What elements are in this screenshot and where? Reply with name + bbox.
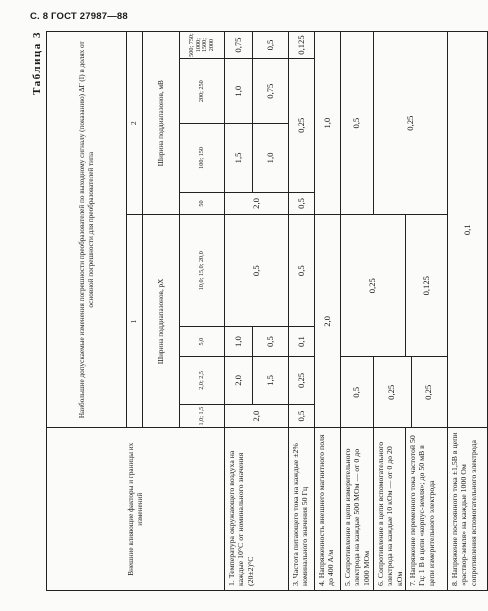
subheader-type-1-col-3: 5,0 <box>180 327 225 357</box>
value-cell: 2,0 <box>225 192 289 215</box>
value-cell: 0,5 <box>289 215 315 327</box>
factor-3-frequency: 3. Частота питающего тока на каждые ±2% номинального значения 50 Гц <box>289 428 315 591</box>
header-type-1: 1 <box>127 215 143 428</box>
value-cell: 0,25 <box>341 215 406 357</box>
value-cell: 1,5 <box>225 124 253 192</box>
subheader-type-2-col-2: 100; 150 <box>180 124 225 192</box>
table-title: Таблица 3 <box>31 31 43 95</box>
value-cell: 0,5 <box>289 192 315 215</box>
value-cell: 0,75 <box>225 32 253 59</box>
subheader-type-2-col-4: 500; 750; 1000; 1500; 2000 <box>180 32 225 59</box>
value-cell: 0,5 <box>341 32 374 215</box>
subheader-type-1-col-1: 1,0; 1,5 <box>180 404 225 428</box>
subheader-type-1-col-2: 2,0; 2,5 <box>180 357 225 405</box>
page-header: С. 8 ГОСТ 27987—88 <box>30 11 128 22</box>
factor-1-temperature: 1. Температура окружающего воздуха на каждые 10°С от номинального значения (20±2)°С <box>225 428 289 591</box>
value-cell: 0,5 <box>253 32 289 59</box>
value-cell: 0,5 <box>253 327 289 357</box>
value-cell: 0,125 <box>406 215 448 357</box>
value-cell: 2,0 <box>225 357 253 405</box>
value-cell: 1,5 <box>253 357 289 405</box>
header-factor-column: Внешние влияющие факторы и границы их изменений <box>47 428 225 591</box>
value-cell: 0,25 <box>374 32 448 215</box>
value-cell: 0,1 <box>448 32 488 429</box>
value-cell: 0,1 <box>289 327 315 357</box>
header-type-2: 2 <box>127 32 143 215</box>
value-cell: 1,0 <box>253 124 289 192</box>
value-cell: 0,25 <box>422 384 433 400</box>
header-type-1-ranges: Ширина поддиапазонов, pX <box>143 215 180 428</box>
data-table <box>46 31 488 591</box>
value-cell: 0,75 <box>253 59 289 124</box>
value-cell: 1,0 <box>225 59 253 124</box>
factor-7-ac-voltage: 7. Напряжение переменного тока частотой 50 Гц: 1 В в цепи «корпус-земля»; до 50 мВ в цепи измерительного электрода <box>406 428 448 591</box>
factor-5-measuring-electrode-resistance: 5. Сопротивление в цепи измерительного электрода на каждые 500 МОм — от 0 до 1000 МОм <box>341 428 374 591</box>
header-type-2-ranges: Ширина поддиапазонов, мВ <box>143 32 180 215</box>
subheader-type-2-col-3: 200; 250 <box>180 59 225 124</box>
value-cell: 2,0 <box>225 404 289 428</box>
value-cell: 2,0 <box>315 215 341 428</box>
value-cell: 0,5 <box>341 357 374 428</box>
factor-4-magnetic-field: 4. Напряженность внешнего магнитного поля до 400 А/м <box>315 428 341 591</box>
value-cell: 0,125 <box>289 32 315 59</box>
value-cell: 0,25 <box>289 357 315 405</box>
value-cell: 1,0 <box>315 32 341 215</box>
value-cell: 0,5 <box>289 404 315 428</box>
value-cell: 0,25 <box>289 59 315 193</box>
value-cell: 1,0 <box>225 327 253 357</box>
subheader-type-1-col-4: 10,0; 15,0; 20,0 <box>180 215 225 327</box>
value-cell-split <box>374 357 448 428</box>
factor-8-dc-voltage: 8. Напряжение постоянного тока ±1,5В в цепи «раствор-земля» на каждые 1000 Ом сопротивления вспомогательного электрода <box>448 428 488 591</box>
subheader-type-2-col-1: 50 <box>180 192 225 215</box>
header-main-title: Наибольшие допускаемые изменения погрешности преобразователей по выходному сигналу (показанию) ΔГ (I) в долях от основной погрешности для преобразователей типа <box>47 32 127 429</box>
rotated-table-page <box>31 31 478 591</box>
factor-6-auxiliary-electrode-resistance: 6. Сопротивление в цепи вспомогательного электрода на каждые 10 кОм — от 0 до 20 кОм <box>374 428 406 591</box>
value-cell: 0,25 <box>374 357 412 427</box>
value-cell: 0,5 <box>225 215 289 327</box>
